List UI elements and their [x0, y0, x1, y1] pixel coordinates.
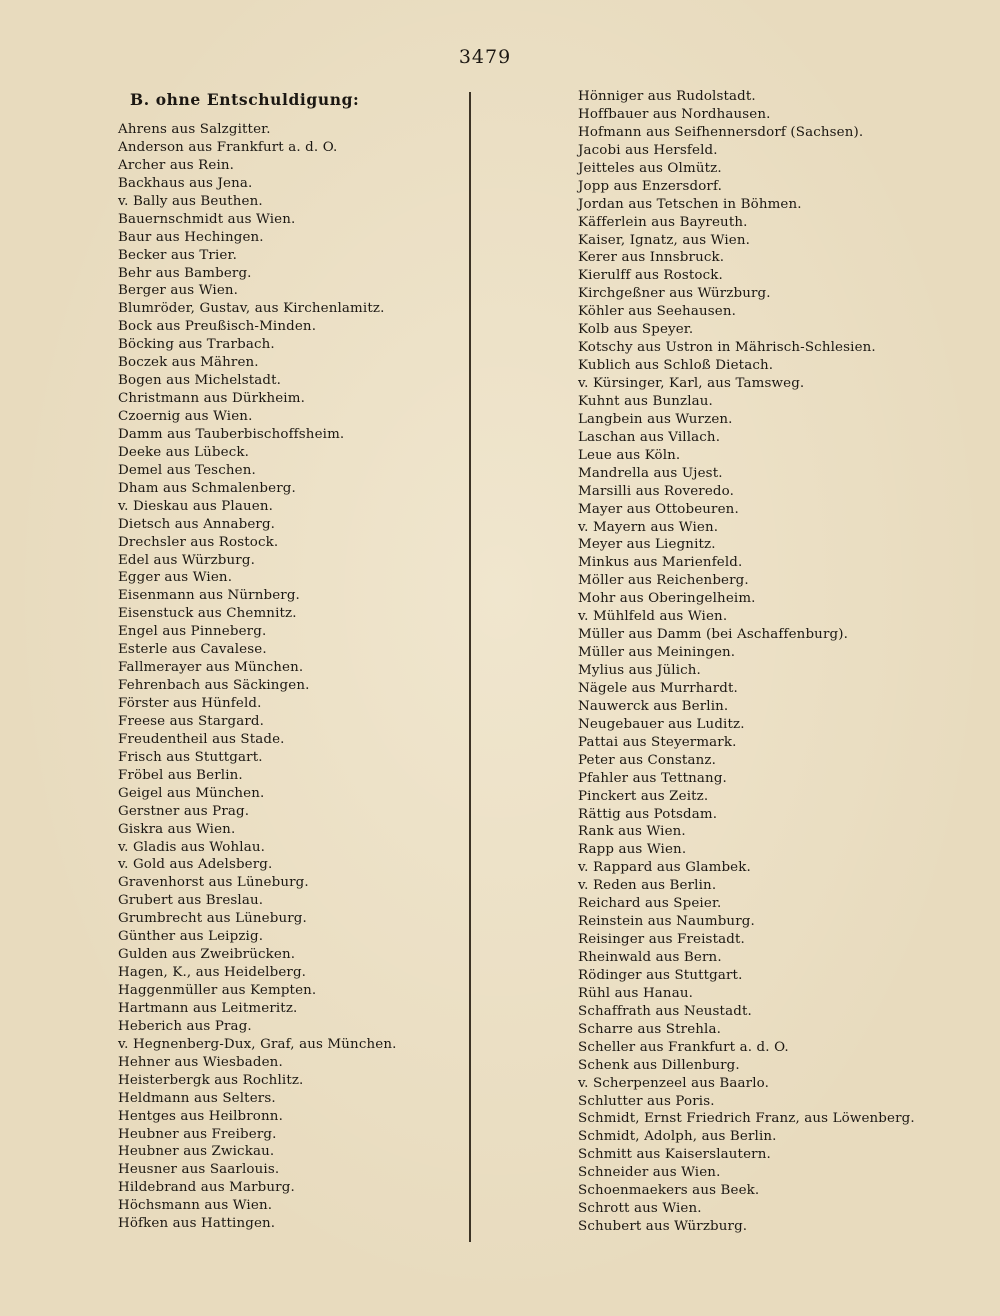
- list-item: Rödinger aus Stuttgart.: [578, 967, 743, 983]
- list-item: Christmann aus Dürkheim.: [118, 391, 305, 407]
- list-item: Reisinger aus Freistadt.: [578, 932, 745, 948]
- list-item: Kerer aus Innsbruck.: [578, 250, 725, 266]
- list-item: Hildebrand aus Marburg.: [118, 1180, 295, 1196]
- list-item: Schmidt, Adolph, aus Berlin.: [578, 1129, 777, 1145]
- list-item: Egger aus Wien.: [118, 570, 233, 586]
- list-item: Heldmann aus Selters.: [118, 1090, 276, 1106]
- list-item: Kolb aus Speyer.: [578, 322, 694, 338]
- list-item: Rättig aus Potsdam.: [578, 806, 718, 822]
- list-item: Eisenmann aus Nürnberg.: [118, 588, 300, 604]
- list-item: Behr aus Bamberg.: [118, 265, 252, 281]
- list-item: v. Scherpenzeel aus Baarlo.: [578, 1075, 770, 1091]
- list-item: Jopp aus Enzersdorf.: [578, 178, 722, 194]
- list-item: Kublich aus Schloß Dietach.: [578, 358, 774, 374]
- list-item: Jordan aus Tetschen in Böhmen.: [578, 196, 802, 212]
- list-item: v. Gladis aus Wohlau.: [118, 839, 266, 855]
- list-item: Drechsler aus Rostock.: [118, 534, 279, 550]
- list-item: Berger aus Wien.: [118, 283, 239, 299]
- list-item: Edel aus Würzburg.: [118, 552, 255, 568]
- list-item: Damm aus Tauberbischoffsheim.: [118, 426, 345, 442]
- list-item: Archer aus Rein.: [118, 157, 235, 173]
- list-item: Minkus aus Marienfeld.: [578, 555, 743, 571]
- list-item: Deeke aus Lübeck.: [118, 444, 250, 460]
- list-item: Marsilli aus Roveredo.: [578, 483, 735, 499]
- list-item: Ahrens aus Salzgitter.: [118, 122, 271, 137]
- list-item: Backhaus aus Jena.: [118, 175, 253, 191]
- list-item: Grubert aus Breslau.: [118, 893, 264, 909]
- list-item: Anderson aus Frankfurt a. d. O.: [118, 139, 338, 155]
- right-column: [578, 88, 978, 1236]
- list-item: Pattai aus Steyermark.: [578, 734, 737, 750]
- list-item: Hofmann aus Seifhennersdorf (Sachsen).: [578, 124, 864, 140]
- list-item: Rank aus Wien.: [578, 824, 686, 840]
- list-item: Kirchgeßner aus Würzburg.: [578, 286, 771, 302]
- list-item: Mayer aus Ottobeuren.: [578, 501, 739, 517]
- list-item: Hoffbauer aus Nordhausen.: [578, 106, 771, 122]
- list-item: Reinstein aus Naumburg.: [578, 914, 755, 930]
- list-item: Gravenhorst aus Lüneburg.: [118, 875, 309, 891]
- section-heading: B. ohne Entschuldigung:: [130, 90, 360, 109]
- list-item: Jeitteles aus Olmütz.: [578, 160, 722, 176]
- list-item: Mohr aus Oberingelheim.: [578, 591, 756, 607]
- list-item: v. Bally aus Beuthen.: [118, 193, 263, 209]
- list-item: Giskra aus Wien.: [118, 821, 236, 837]
- list-item: Rheinwald aus Bern.: [578, 950, 722, 965]
- list-item: Meyer aus Liegnitz.: [578, 537, 716, 553]
- list-item: Günther aus Leipzig.: [118, 929, 264, 945]
- list-item: Freudentheil aus Stade.: [118, 731, 285, 747]
- list-item: v. Rappard aus Glambek.: [578, 860, 751, 876]
- list-item: Kuhnt aus Bunzlau.: [578, 393, 713, 409]
- list-item: Mandrella aus Ujest.: [578, 465, 723, 481]
- list-item: Heusner aus Saarlouis.: [118, 1162, 280, 1178]
- list-item: Fallmerayer aus München.: [118, 660, 304, 676]
- list-item: Laschan aus Villach.: [578, 429, 721, 445]
- list-item: Becker aus Trier.: [118, 247, 237, 263]
- list-item: Baur aus Hechingen.: [118, 229, 264, 245]
- list-item: Schubert aus Würzburg.: [578, 1219, 748, 1235]
- list-item: Esterle aus Cavalese.: [118, 642, 267, 658]
- list-item: v. Dieskau aus Plauen.: [118, 498, 274, 514]
- list-item: Köhler aus Seehausen.: [578, 304, 737, 320]
- list-item: Haggenmüller aus Kempten.: [118, 983, 317, 998]
- list-item: Schmitt aus Kaiserslautern.: [578, 1147, 771, 1163]
- list-item: Frisch aus Stuttgart.: [118, 749, 263, 765]
- left-column: [118, 88, 538, 1233]
- list-item: Hagen, K., aus Heidelberg.: [118, 965, 307, 981]
- list-item: Mylius aus Jülich.: [578, 663, 701, 678]
- list-item: Rühl aus Hanau.: [578, 985, 694, 1001]
- list-item: Scharre aus Strehla.: [578, 1021, 722, 1037]
- list-item: Hehner aus Wiesbaden.: [118, 1054, 283, 1070]
- list-item: Heubner aus Zwickau.: [118, 1144, 275, 1160]
- list-item: Demel aus Teschen.: [118, 462, 256, 478]
- list-item: Reichard aus Speier.: [578, 896, 722, 912]
- list-item: Hartmann aus Leitmeritz.: [118, 1000, 298, 1016]
- list-item: Eisenstuck aus Chemnitz.: [118, 606, 297, 622]
- list-item: Kaiser, Ignatz, aus Wien.: [578, 232, 751, 248]
- list-item: Kierulff aus Rostock.: [578, 268, 723, 284]
- list-item: Grumbrecht aus Lüneburg.: [118, 911, 307, 927]
- left-name-list: [118, 121, 538, 1233]
- list-item: Schmidt, Ernst Friedrich Franz, aus Löwenberg.: [578, 1111, 915, 1127]
- list-item: Müller aus Meiningen.: [578, 645, 736, 661]
- list-item: Dietsch aus Annaberg.: [118, 516, 276, 532]
- list-item: Bock aus Preußisch-Minden.: [118, 319, 317, 335]
- list-item: Käfferlein aus Bayreuth.: [578, 214, 748, 230]
- list-item: Geigel aus München.: [118, 785, 265, 801]
- list-item: Nauwerck aus Berlin.: [578, 698, 729, 714]
- list-item: Dham aus Schmalenberg.: [118, 480, 296, 496]
- list-item: v. Mühlfeld aus Wien.: [578, 609, 728, 625]
- list-item: Fehrenbach aus Säckingen.: [118, 678, 310, 694]
- list-item: Höfken aus Hattingen.: [118, 1216, 276, 1232]
- list-item: Höchsmann aus Wien.: [118, 1198, 273, 1214]
- list-item: Möller aus Reichenberg.: [578, 573, 749, 589]
- list-item: v. Gold aus Adelsberg.: [118, 857, 273, 873]
- list-item: Müller aus Damm (bei Aschaffenburg).: [578, 627, 849, 643]
- list-item: Leue aus Köln.: [578, 447, 681, 463]
- list-item: v. Kürsinger, Karl, aus Tamsweg.: [578, 376, 805, 391]
- list-item: Pfahler aus Tettnang.: [578, 770, 727, 786]
- list-item: Fröbel aus Berlin.: [118, 767, 243, 783]
- list-item: Blumröder, Gustav, aus Kirchenlamitz.: [118, 301, 385, 317]
- column-divider: [469, 92, 471, 1242]
- right-name-list: [578, 88, 978, 1236]
- list-item: Schrott aus Wien.: [578, 1201, 702, 1217]
- list-item: Hentges aus Heilbronn.: [118, 1108, 283, 1124]
- list-item: Heberich aus Prag.: [118, 1018, 252, 1034]
- list-item: Hönniger aus Rudolstadt.: [578, 89, 756, 104]
- list-item: Neugebauer aus Luditz.: [578, 716, 745, 732]
- list-item: v. Mayern aus Wien.: [578, 519, 719, 535]
- list-item: Nägele aus Murrhardt.: [578, 680, 738, 696]
- page-number: 3479: [458, 46, 512, 68]
- list-item: v. Reden aus Berlin.: [578, 878, 717, 894]
- list-item: Kotschy aus Ustron in Mährisch-Schlesien.: [578, 340, 876, 356]
- list-item: Boczek aus Mähren.: [118, 355, 259, 371]
- list-item: Scheller aus Frankfurt a. d. O.: [578, 1039, 789, 1055]
- list-item: Schneider aus Wien.: [578, 1165, 721, 1181]
- list-item: Böcking aus Trarbach.: [118, 337, 275, 353]
- list-item: Engel aus Pinneberg.: [118, 624, 267, 640]
- list-item: v. Hegnenberg-Dux, Graf, aus München.: [118, 1036, 397, 1052]
- list-item: Bogen aus Michelstadt.: [118, 373, 282, 389]
- list-item: Gerstner aus Prag.: [118, 803, 250, 819]
- list-item: Schaffrath aus Neustadt.: [578, 1003, 752, 1019]
- list-item: Heisterbergk aus Rochlitz.: [118, 1072, 304, 1088]
- list-item: Heubner aus Freiberg.: [118, 1126, 277, 1142]
- list-item: Schoenmaekers aus Beek.: [578, 1183, 760, 1199]
- list-item: Förster aus Hünfeld.: [118, 696, 262, 711]
- list-item: Czoernig aus Wien.: [118, 409, 253, 424]
- list-item: Gulden aus Zweibrücken.: [118, 947, 296, 963]
- list-item: Bauernschmidt aus Wien.: [118, 211, 296, 227]
- list-item: Rapp aus Wien.: [578, 842, 687, 858]
- list-item: Schlutter aus Poris.: [578, 1093, 715, 1109]
- list-item: Jacobi aus Hersfeld.: [578, 142, 718, 158]
- list-item: Schenk aus Dillenburg.: [578, 1057, 740, 1073]
- list-item: Langbein aus Wurzen.: [578, 411, 733, 427]
- list-item: Peter aus Constanz.: [578, 752, 716, 768]
- list-item: Freese aus Stargard.: [118, 713, 265, 729]
- list-item: Pinckert aus Zeitz.: [578, 788, 709, 804]
